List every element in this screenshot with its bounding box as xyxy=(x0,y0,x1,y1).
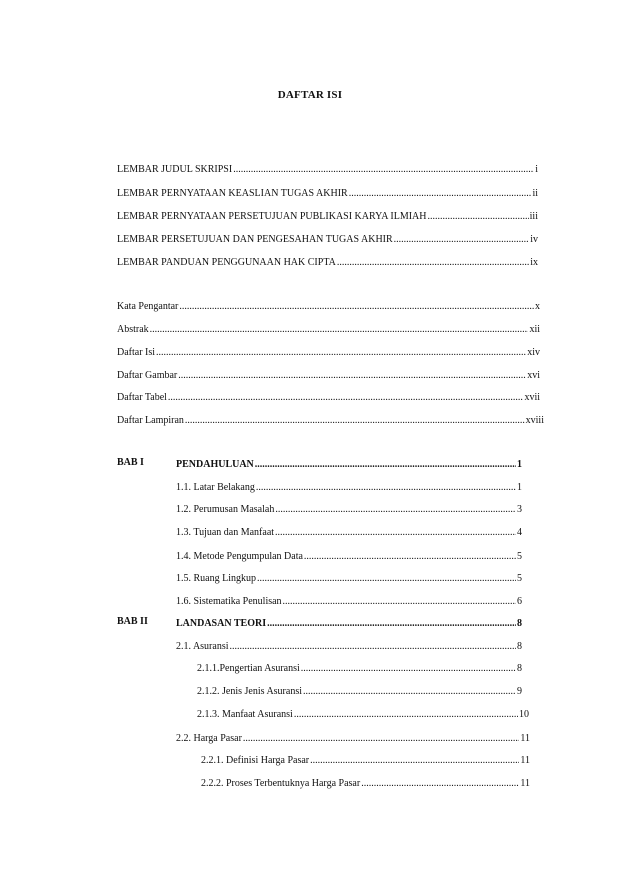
chapter-title: LANDASAN TEORI xyxy=(176,618,267,629)
dot-leader xyxy=(283,596,516,608)
toc-page: xiv xyxy=(527,347,540,358)
toc-entry xyxy=(197,661,522,675)
dot-leader xyxy=(301,663,516,675)
dot-leader xyxy=(257,573,516,585)
toc-entry xyxy=(201,753,530,767)
toc-page: iv xyxy=(530,234,538,245)
toc-entry xyxy=(117,322,540,336)
toc-entry xyxy=(197,684,522,698)
toc-label: 1.4. Metode Pengumpulan Data xyxy=(176,551,303,562)
toc-label: 1.1. Latar Belakang xyxy=(176,482,255,493)
toc-page: 1 xyxy=(517,459,522,470)
toc-label: 1.2. Perumusan Masalah xyxy=(176,504,275,515)
dot-leader xyxy=(255,459,516,471)
dot-leader xyxy=(156,347,526,359)
toc-page: 11 xyxy=(520,755,530,766)
dot-leader xyxy=(150,324,529,336)
toc-page: xvi xyxy=(527,370,540,381)
toc-label: 2.1.3. Manfaat Asuransi xyxy=(197,709,293,720)
dot-leader xyxy=(428,211,529,223)
dot-leader xyxy=(303,686,516,698)
toc-label: 1.3. Tujuan dan Manfaat xyxy=(176,527,275,538)
toc-entry xyxy=(176,549,522,563)
toc-page: i xyxy=(535,164,538,175)
dot-leader xyxy=(310,755,519,767)
toc-page: ix xyxy=(530,257,538,268)
toc-label: Daftar Isi xyxy=(117,347,156,358)
toc-entry xyxy=(176,731,530,745)
page-title: DAFTAR ISI xyxy=(277,89,343,101)
chapter-title: PENDAHULUAN xyxy=(176,459,254,470)
chapter-entry xyxy=(176,616,522,630)
chapter-entry xyxy=(176,457,522,471)
toc-page: 3 xyxy=(517,504,522,515)
toc-entry xyxy=(117,390,540,404)
dot-leader xyxy=(256,482,516,494)
toc-label: 2.1.2. Jenis Jenis Asuransi xyxy=(197,686,302,697)
toc-entry xyxy=(176,502,522,516)
toc-entry xyxy=(176,480,522,494)
toc-page: 5 xyxy=(517,551,522,562)
toc-entry xyxy=(176,594,522,608)
dot-leader xyxy=(275,527,516,539)
toc-label: LEMBAR JUDUL SKRIPSI xyxy=(117,164,233,175)
dot-leader xyxy=(275,504,516,516)
toc-page: xviii xyxy=(525,415,544,426)
toc-page: xii xyxy=(529,324,540,335)
toc-entry xyxy=(117,232,538,246)
dot-leader xyxy=(168,392,524,404)
toc-label: LEMBAR PERSETUJUAN DAN PENGESAHAN TUGAS AKHIR xyxy=(117,234,393,245)
toc-label: 2.1.1.Pengertian Asuransi xyxy=(197,663,300,674)
dot-leader xyxy=(337,257,529,269)
toc-entry xyxy=(201,776,530,790)
dot-leader xyxy=(361,778,519,790)
toc-page: 5 xyxy=(517,573,522,584)
toc-page: 11 xyxy=(520,733,530,744)
toc-label: LEMBAR PERNYATAAN KEASLIAN TUGAS AKHIR xyxy=(117,188,348,199)
toc-entry xyxy=(117,413,544,427)
toc-page: xvii xyxy=(524,392,540,403)
chapter-number: BAB II xyxy=(117,616,148,627)
toc-label: 2.2.2. Proses Terbentuknya Harga Pasar xyxy=(201,778,361,789)
toc-page: 8 xyxy=(517,641,522,652)
toc-page: 8 xyxy=(517,663,522,674)
toc-label: LEMBAR PERNYATAAN PERSETUJUAN PUBLIKASI KARYA ILMIAH xyxy=(117,211,427,222)
dot-leader xyxy=(233,164,534,176)
toc-label: 1.5. Ruang Lingkup xyxy=(176,573,256,584)
toc-label: Daftar Tabel xyxy=(117,392,167,403)
toc-entry xyxy=(197,707,529,721)
toc-entry xyxy=(117,345,540,359)
toc-label: 2.1. Asuransi xyxy=(176,641,229,652)
toc-page: 4 xyxy=(517,527,522,538)
toc-entry xyxy=(117,186,538,200)
toc-label: 2.2. Harga Pasar xyxy=(176,733,242,744)
toc-page: 1 xyxy=(517,482,522,493)
toc-page: ii xyxy=(532,188,538,199)
dot-leader xyxy=(178,370,526,382)
dot-leader xyxy=(394,234,530,246)
toc-label: LEMBAR PANDUAN PENGGUNAAN HAK CIPTA xyxy=(117,257,336,268)
toc-page: 9 xyxy=(517,686,522,697)
toc-entry xyxy=(176,639,522,653)
toc-page: 10 xyxy=(519,709,529,720)
dot-leader xyxy=(304,551,516,563)
toc-label: 2.2.1. Definisi Harga Pasar xyxy=(201,755,310,766)
toc-page: iii xyxy=(529,211,538,222)
toc-entry xyxy=(117,368,540,382)
toc-label: Kata Pengantar xyxy=(117,301,179,312)
dot-leader xyxy=(349,188,532,200)
toc-page: 11 xyxy=(520,778,530,789)
toc-entry xyxy=(117,209,538,223)
toc-page: 8 xyxy=(517,618,522,629)
toc-page: 6 xyxy=(517,596,522,607)
toc-page: x xyxy=(535,301,540,312)
dot-leader xyxy=(267,618,516,630)
dot-leader xyxy=(185,415,525,427)
toc-label: 1.6. Sistematika Penulisan xyxy=(176,596,282,607)
dot-leader xyxy=(179,301,534,313)
toc-label: Daftar Lampiran xyxy=(117,415,184,426)
toc-label: Abstrak xyxy=(117,324,149,335)
dot-leader xyxy=(243,733,519,745)
toc-entry xyxy=(176,525,522,539)
chapter-number: BAB I xyxy=(117,457,144,468)
toc-entry xyxy=(176,571,522,585)
dot-leader xyxy=(230,641,517,653)
toc-entry xyxy=(117,162,538,176)
toc-entry xyxy=(117,299,540,313)
toc-entry xyxy=(117,255,538,269)
dot-leader xyxy=(294,709,518,721)
toc-label: Daftar Gambar xyxy=(117,370,178,381)
